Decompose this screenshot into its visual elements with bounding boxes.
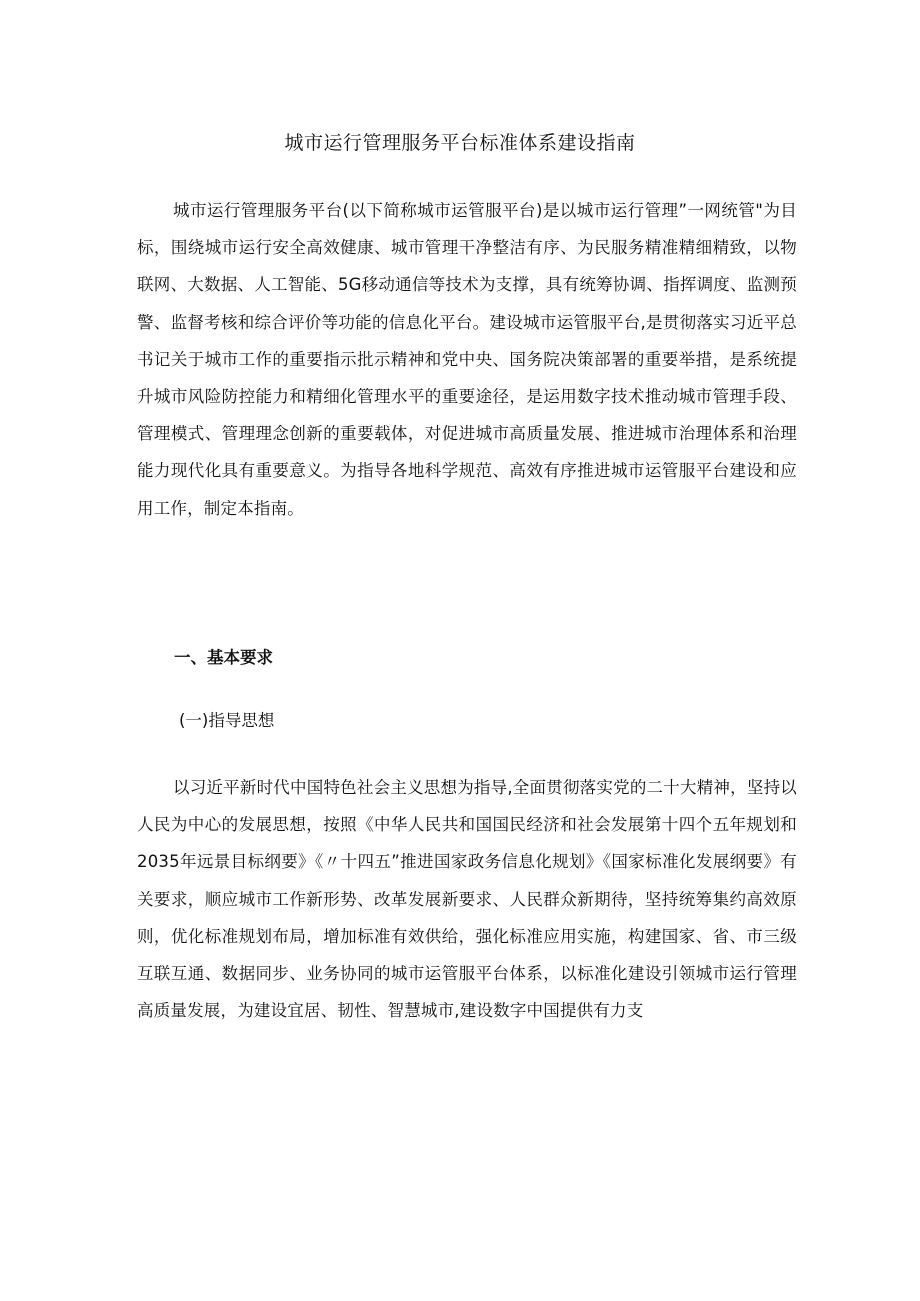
- section-heading-basic-requirements: 一、基本要求: [174, 648, 273, 667]
- guiding-ideology-paragraph: 以习近平新时代中国特色社会主义思想为指导,全面贯彻落实党的二十大精神，坚持以人民为中心的发展思想，按照《中华人民共和国国民经济和社会发展第十四个五年规划和2035年远景目标纲要》《〃十四五”推进国家政务信息化规划》《国家标准化发展纲要》有关要求，顺应城市工作新形势、改革发展新要求、人民群众新期待，坚持统筹集约高效原则，优化标准规划布局，增加标准有效供给，强化标准应用实施，构建国家、省、市三级互联互通、数据同步、业务协同的城市运管服平台体系，以标准化建设引领城市运行管理高质量发展，为建设宜居、韧性、智慧城市,建设数字中国提供有力支: [137, 778, 797, 1021]
- intro-paragraph: 城市运行管理服务平台(以下简称城市运管服平台)是以城市运行管理”一网统管"为目标，围绕城市运行安全高效健康、城市管理干净整洁有序、为民服务精准精细精致，以物联网、大数据、人工智能、5G移动通信等技术为支撑，具有统筹协调、指挥调度、监测预警、监督考核和综合评价等功能的信息化平台。建设城市运管服平台,是贯彻落实习近平总书记关于城市工作的重要指示批示精神和党中央、国务院决策部署的重要举措，是系统提升城市风险防控能力和精细化管理水平的重要途径，是运用数字技术推动城市管理手段、管理模式、管理理念创新的重要载体，对促进城市高质量发展、推进城市治理体系和治理能力现代化具有重要意义。为指导各地科学规范、高效有序推进城市运管服平台建设和应用工作，制定本指南。: [137, 201, 797, 518]
- document-title: 城市运行管理服务平台标准体系建设指南: [284, 132, 636, 154]
- subsection-heading-guiding-ideology: (一)指导思想: [179, 711, 275, 730]
